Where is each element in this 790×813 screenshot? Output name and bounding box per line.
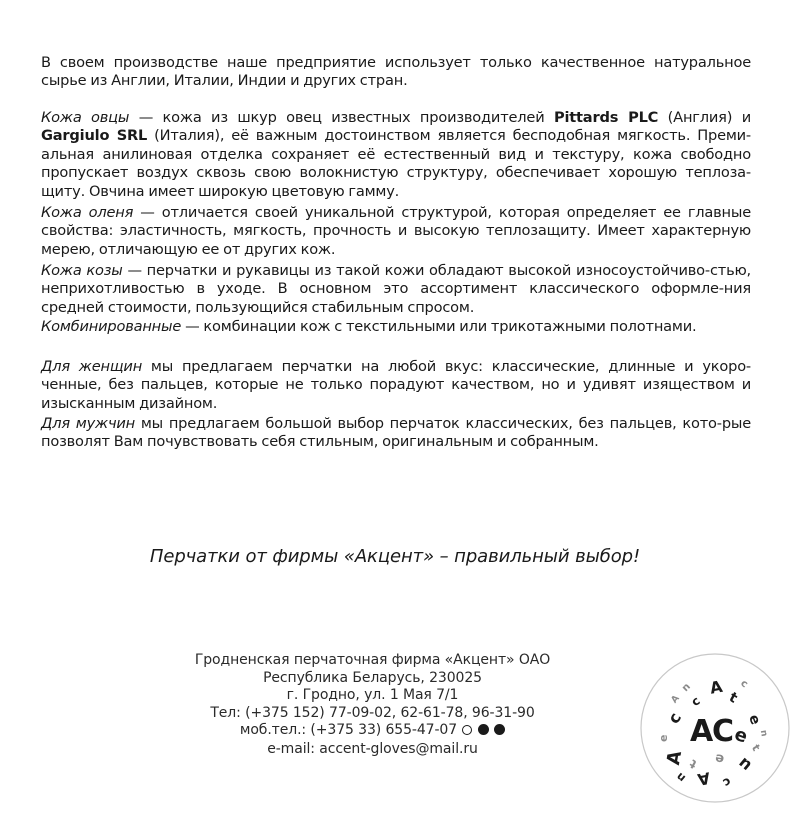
svg-text:c: c bbox=[663, 709, 686, 727]
company-phones: Тел: (+375 152) 77-09-02, 62-61-78, 96-31-90 bbox=[210, 704, 535, 721]
svg-text:n: n bbox=[735, 752, 757, 775]
svg-text:c: c bbox=[688, 693, 703, 710]
company-email[interactable]: e-mail: accent-gloves@mail.ru bbox=[267, 740, 478, 757]
company-country: Республика Беларусь, 230025 bbox=[263, 669, 482, 686]
audience-men-text: мы предлагаем большой выбор перчаток классических, без пальцев, кото-рые позволят Вам почувствовать себя стильным, оригинальным и собранным. bbox=[41, 415, 751, 451]
material-sheep-paragraph bbox=[41, 109, 751, 201]
svg-text:n: n bbox=[757, 729, 769, 738]
svg-text:A: A bbox=[696, 768, 712, 790]
svg-text:n: n bbox=[680, 681, 693, 695]
material-sheep-text-b: (Англия) и bbox=[658, 109, 751, 126]
audience-women-paragraph bbox=[41, 358, 751, 413]
company-address: г. Гродно, ул. 1 Мая 7/1 bbox=[286, 687, 459, 703]
svg-text:A: A bbox=[669, 693, 682, 706]
svg-text:A: A bbox=[662, 749, 687, 767]
brand-gargiulo: Gargiulo SRL bbox=[41, 127, 148, 145]
viber-icon bbox=[462, 725, 472, 735]
material-sheep-text-c: (Италия), её важным достоинством является бесподобная мягкость. Преми-альная анилиновая отделка сохраняет её естественный вид и текстуру, кожа свободно пропускает воздух сквозь свою волокнистую структуру, обеспечивает хорошую теплоза-щиту. Овчина имеет широкую цветовую гамму. bbox=[41, 127, 752, 200]
audience-women-title: Для женщин bbox=[41, 358, 143, 375]
intro-paragraph bbox=[41, 54, 751, 91]
material-goat-title: Кожа козы bbox=[41, 262, 123, 279]
messenger-icons bbox=[461, 723, 505, 741]
material-sheep-text-a: — кожа из шкур овец известных производителей bbox=[129, 109, 554, 126]
accent-logo-icon bbox=[630, 643, 790, 813]
svg-text:e: e bbox=[657, 734, 670, 742]
svg-text:e: e bbox=[731, 723, 751, 748]
material-goat-text: — перчатки и рукавицы из такой кожи обладают высокой износоустойчиво-стью, неприхотливостью в уходе. В основном это ассортимент классического оформле-ния средней стоимости, пользующийся стабильным спросом. bbox=[41, 262, 751, 316]
svg-text:n: n bbox=[673, 769, 689, 785]
contacts-block bbox=[170, 652, 575, 758]
slogan: Перчатки от фирмы «Акцент» – правильный выбор! bbox=[149, 546, 641, 567]
audience-women-text: мы предлагаем перчатки на любой вкус: классические, длинные и укоро-ченные, без пальцев, которые не только порадуют качеством, но и удивят изяществом и изысканным дизайном. bbox=[41, 358, 751, 412]
svg-text:c: c bbox=[738, 678, 750, 691]
audience-men-title: Для мужчин bbox=[41, 415, 135, 432]
logo-letters bbox=[663, 677, 763, 790]
svg-text:A: A bbox=[708, 676, 724, 698]
material-combined-text: — комбинации кож с текстильными или трикотажными полотнами. bbox=[181, 318, 697, 335]
material-goat-paragraph bbox=[41, 262, 751, 317]
material-deer-paragraph bbox=[41, 204, 751, 259]
svg-text:t: t bbox=[726, 689, 740, 707]
company-mobile-row bbox=[170, 722, 575, 741]
svg-text:t: t bbox=[687, 756, 700, 772]
material-combined-title: Комбинированные bbox=[41, 318, 182, 335]
audience-men-paragraph bbox=[41, 415, 751, 452]
company-mobile: моб.тел.: (+375 33) 655-47-07 bbox=[239, 722, 458, 738]
material-deer-text: — отличается своей уникальной структурой, которая определяет ее главные свойства: эластичность, мягкость, прочность и высокую теплозащиту. Имеет характерную мерею, отличающую ее от других кож. bbox=[41, 204, 751, 258]
svg-text:e: e bbox=[745, 712, 764, 727]
material-sheep-title: Кожа овцы bbox=[41, 109, 130, 126]
brand-pittards: Pittards PLC bbox=[553, 109, 659, 126]
svg-text:e: e bbox=[714, 750, 726, 767]
svg-text:c: c bbox=[720, 774, 734, 791]
company-name: Гродненская перчаточная фирма «Акцент» ОАО bbox=[194, 652, 551, 668]
svg-text:t: t bbox=[748, 742, 763, 754]
material-deer-title: Кожа оленя bbox=[41, 204, 134, 221]
whatsapp-icon bbox=[478, 724, 489, 735]
svg-text:C: C bbox=[712, 714, 735, 749]
svg-text:A: A bbox=[690, 714, 714, 749]
telegram-icon bbox=[494, 724, 505, 735]
material-combined-paragraph bbox=[41, 318, 751, 336]
intro-text: В своем производстве наше предприятие использует только качественное натуральное сырье из Англии, Италии, Индии и других стран. bbox=[41, 54, 751, 90]
